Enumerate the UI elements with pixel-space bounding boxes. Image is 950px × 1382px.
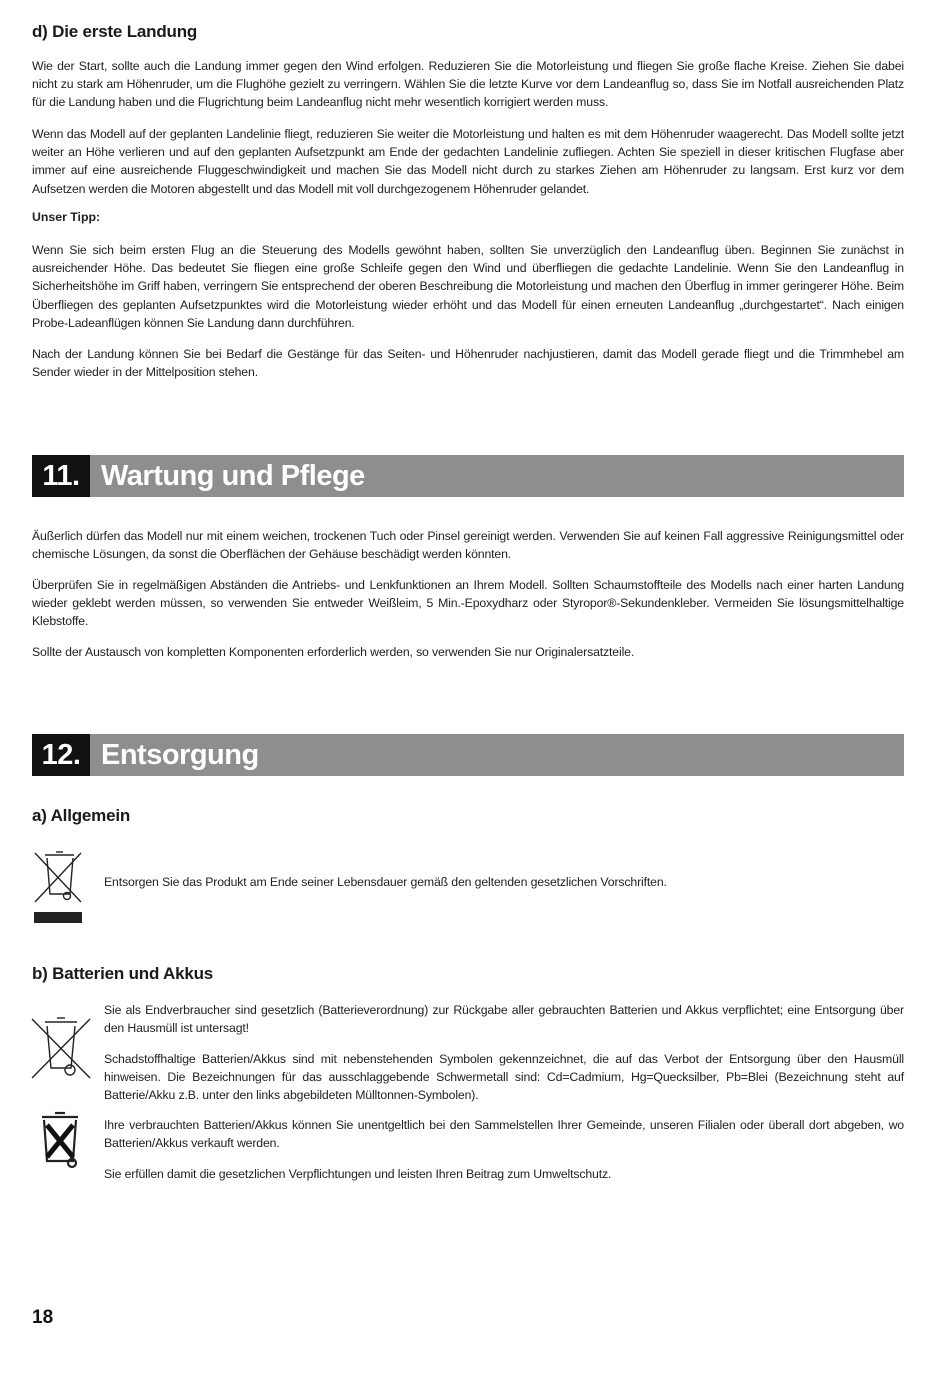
battery-bin-bold-icon bbox=[34, 1111, 86, 1176]
section-12-number: 12. bbox=[32, 734, 90, 776]
general-disposal-text: Entsorgen Sie das Produkt am Ende seiner Lebensdauer gemäß den geltenden gesetzlichen Vorschriften. bbox=[104, 875, 667, 889]
batteries-paragraph-4: Sie erfüllen damit die gesetzlichen Verpflichtungen und leisten Ihren Beitrag zum Umweltschutz. bbox=[104, 1167, 612, 1181]
first-landing-heading: d) Die erste Landung bbox=[32, 22, 198, 41]
batteries-paragraph-1: Sie als Endverbraucher sind gesetzlich (Batterieverordnung) zur Rückgabe aller gebrauchten Batterien und Akkus verpflichtet; eine Entsorgung über den Hausmüll ist untersagt! bbox=[104, 1003, 904, 1036]
section-11-number: 11. bbox=[32, 455, 90, 497]
landing-paragraph-2: Wenn das Modell auf der geplanten Landelinie fliegt, reduzieren Sie weiter die Motorleistung und halten es mit dem Höhenruder waagerecht. Das Modell sollte jetzt weiter an Höhe verlieren und auf den geplanten Aufsetzpunkt am Ende der gedachten Landelinie zufliegen. Achten Sie speziell in dieser kritischen Flugfase aber immer auf eine ausreichende Fluggeschwindigkeit und machen Sie das Modell nicht durch zu starkes Ziehen am Höhenruder zu langsam. Erst kurz vor dem Aufsetzen werden die Motoren abgestellt und das Modell mit voll durchgezogenem Höhenruder gelandet. bbox=[32, 127, 904, 196]
batteries-paragraph-3: Ihre verbrauchten Batterien/Akkus können Sie unentgeltlich bei den Sammelstellen Ihrer Gemeinde, unseren Filialen oder überall dort abgeben, wo Batterien/Akkus verkauft werden. bbox=[104, 1118, 904, 1151]
section-11-title: Wartung und Pflege bbox=[101, 459, 365, 492]
maintenance-paragraph-1: Äußerlich dürfen das Modell nur mit einem weichen, trockenen Tuch oder Pinsel gereinigt werden. Verwenden Sie auf keinen Fall aggressive Reinigungsmittel oder chemische Lösungen, da sonst die Oberflächen der Gehäuse beschädigt werden könnten. bbox=[32, 529, 904, 562]
tip-label: Unser Tipp: bbox=[32, 210, 101, 224]
landing-paragraph-1: Wie der Start, sollte auch die Landung immer gegen den Wind erfolgen. Reduzieren Sie die Motorleistung und fliegen Sie große flache Kreise. Ziehen Sie dabei nicht zu stark am Höhenruder, um die Flughöhe gezielt zu verringern. Wählen Sie die letzte Kurve vor dem Landeanflug so, dass Sie im Notfall ausreichenden Platz für die Landung haben und die Flugrichtung beim Landeanflug nicht mehr wesentlich korrigiert werden muss. bbox=[32, 59, 904, 110]
crossed-out-wheelie-bin-icon bbox=[30, 850, 86, 931]
batteries-heading: b) Batterien und Akkus bbox=[32, 964, 214, 983]
section-11-header bbox=[32, 455, 904, 497]
maintenance-paragraph-3: Sollte der Austausch von kompletten Komponenten erforderlich werden, so verwenden Sie nur Originalersatzteile. bbox=[32, 645, 635, 659]
batteries-paragraph-2: Schadstoffhaltige Batterien/Akkus sind mit nebenstehenden Symbolen gekennzeichnet, die auf das Verbot der Entsorgung über den Hausmüll hinweisen. Die Bezeichnungen für das ausschlaggebende Schwermetall sind: Cd=Cadmium, Hg=Quecksilber, Pb=Blei (Bezeichnung steht auf Batterie/Akku z.B. unter den links abgebildeten Mülltonnen-Symbolen). bbox=[104, 1052, 904, 1103]
section-12-header bbox=[32, 734, 904, 776]
maintenance-paragraph-2: Überprüfen Sie in regelmäßigen Abständen die Antriebs- und Lenkfunktionen an Ihrem Modell. Sollten Schaumstoffteile des Modells nach einer harten Landung wieder geklebt werden müssen, so verwenden Sie entweder Weißleim, 5 Min.-Epoxydharz oder Styropor®-Sekundenkleber. Vermeiden Sie lösungsmittelhaltige Klebstoffe. bbox=[32, 578, 904, 629]
landing-tip-paragraph: Wenn Sie sich beim ersten Flug an die Steuerung des Modells gewöhnt haben, sollten Sie unverzüglich den Landeanflug üben. Beginnen Sie zunächst in ausreichender Höhe. Das bedeutet Sie fliegen eine große Schleife gegen den Wind und überfliegen die gedachte Landelinie. Wenn Sie den Landeanflug in Sicherheitshöhe im Griff haben, verringern Sie entsprechend der oberen Beschreibung die Motorleistung und machen den Überflug in immer geringerer Höhe. Beim Überfliegen des geplanten Aufsetzpunktes wird die Motorleistung wieder erhöht und das Modell für einen erneuten Landeanflug „durchgestartet“. Nach einigen Probe-Ladeanflügen können Sie Landung dann durchführen. bbox=[32, 243, 904, 330]
section-12-title: Entsorgung bbox=[101, 738, 259, 771]
landing-paragraph-4: Nach der Landung können Sie bei Bedarf die Gestänge für das Seiten- und Höhenruder nachjustieren, damit das Modell gerade fliegt und die Trimmhebel am Sender wieder in der Mittelposition stehen. bbox=[32, 347, 904, 380]
general-heading: a) Allgemein bbox=[32, 806, 131, 825]
battery-bin-icon bbox=[30, 1016, 92, 1085]
page-number: 18 bbox=[32, 1307, 54, 1328]
